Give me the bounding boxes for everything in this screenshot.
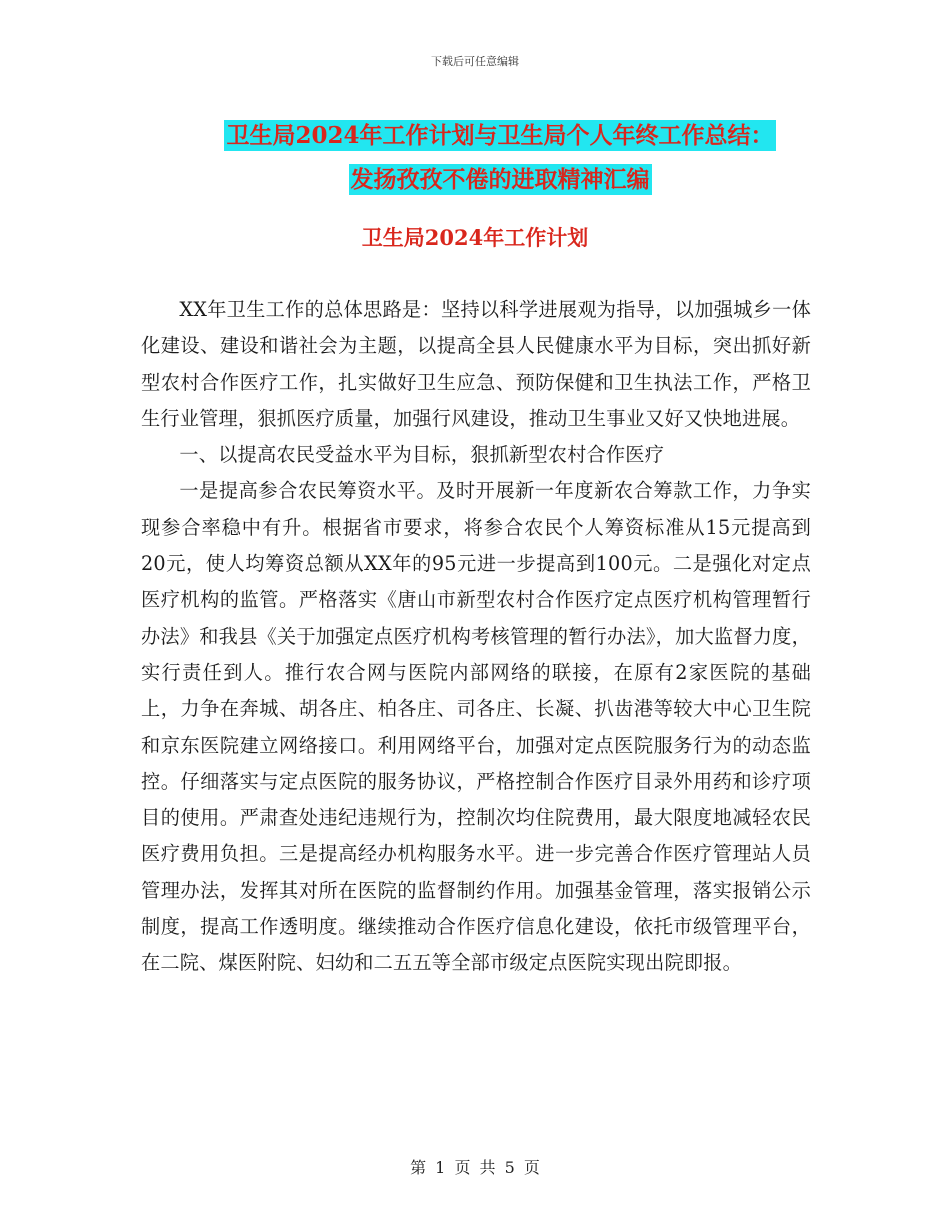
document-body: [141, 292, 811, 982]
section-title: 卫生局2024年工作计划: [361, 225, 589, 250]
document-title-line-1: 卫生局2024年工作计划与卫生局个人年终工作总结：: [226, 122, 774, 149]
paragraph-heading: 一、以提高农民受益水平为目标，狠抓新型农村合作医疗: [179, 443, 665, 467]
header-note: 下载后可任意编辑: [431, 55, 519, 68]
document-title-line-2: 发扬孜孜不倦的进取精神汇编: [350, 166, 650, 193]
page-indicator: 第 1 页 共 5 页: [410, 1158, 540, 1177]
paragraph: 一是提高参合农民筹资水平。及时开展新一年度新农合筹款工作，力争实现参合率稳中有升。根据省市要求，将参合农民个人筹资标准从15元提高到20元，使人均筹资总额从XX年的95元进一步提高到100元。二是强化对定点医疗机构的监管。严格落实《唐山市新型农村合作医疗定点医疗机构管理暂行办法》和我县《关于加强定点医疗机构考核管理的暂行办法》，加大监督力度，实行责任到人。推行农合网与医院内部网络的联接，在原有2家医院的基础上，力争在奔城、胡各庄、柏各庄、司各庄、长凝、扒齿港等较大中心卫生院和京东医院建立网络接口。利用网络平台，加强对定点医院服务行为的动态监控。仔细落实与定点医院的服务协议，严格控制合作医疗目录外用药和诊疗项目的使用。严肃查处违纪违规行为，控制次均住院费用，最大限度地减轻农民医疗费用负担。三是提高经办机构服务水平。进一步完善合作医疗管理站人员管理办法，发挥其对所在医院的监督制约作用。加强基金管理，落实报销公示制度，提高工作透明度。继续推动合作医疗信息化建设，依托市级管理平台，在二院、煤医附院、妇幼和二五五等全部市级定点医院实现出院即报。: [141, 479, 811, 975]
document-title: [140, 114, 860, 202]
paragraph: XX年卫生工作的总体思路是：坚持以科学进展观为指导，以加强城乡一体化建设、建设和谐社会为主题，以提高全县人民健康水平为目标，突出抓好新型农村合作医疗工作，扎实做好卫生应急、预防保健和卫生执法工作，严格卫生行业管理，狠抓医疗质量，加强行风建设，推动卫生事业又好又快地进展。: [141, 298, 811, 430]
